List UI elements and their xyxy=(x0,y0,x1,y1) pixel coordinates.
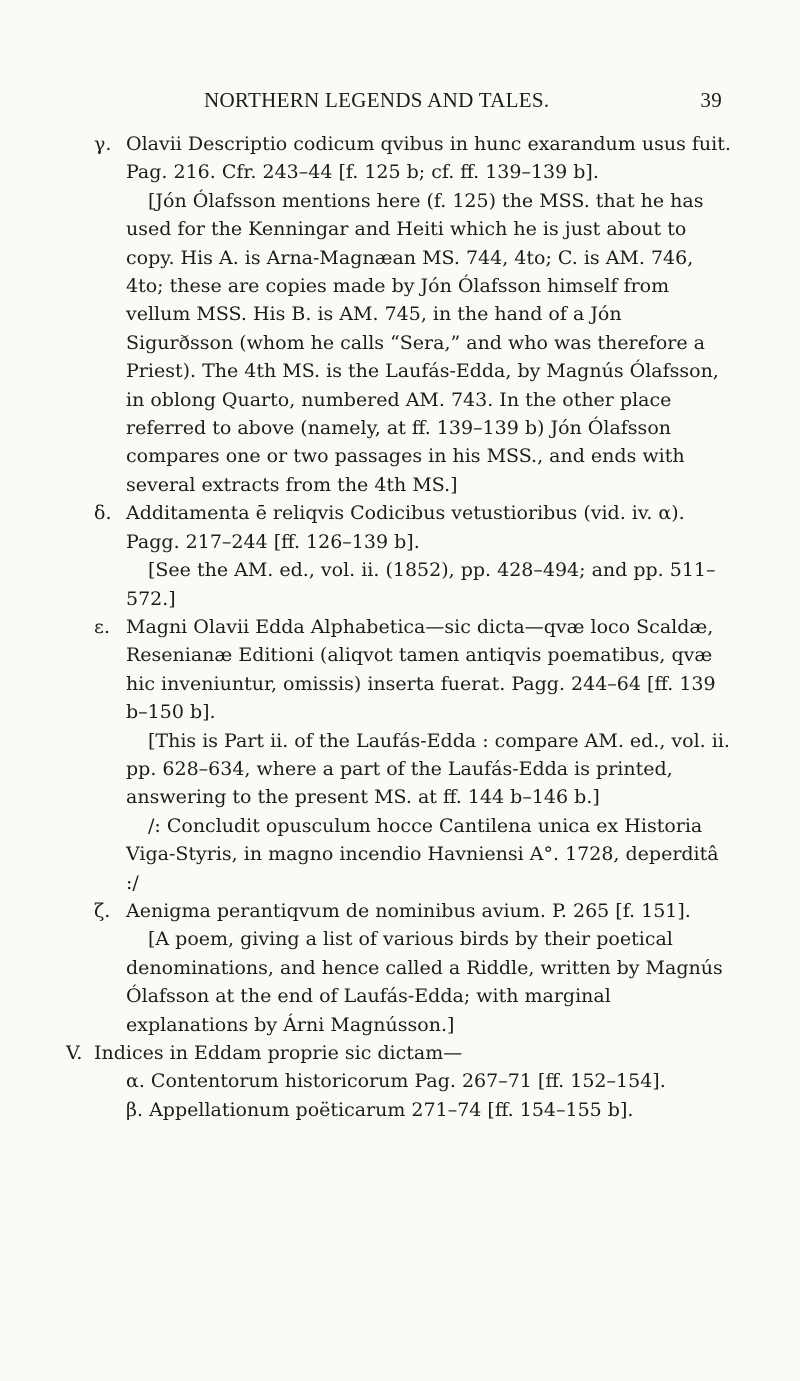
entry-zeta xyxy=(94,897,734,925)
section-v xyxy=(66,1039,734,1067)
entry-marker: γ. xyxy=(94,133,112,155)
index-item-text: Appellationum poëticarum 271–74 [ff. 154–155 b]. xyxy=(149,1098,634,1121)
entry-text: Magni Olavii Edda Alphabetica—sic dicta—qvæ loco Scaldæ, Resenianæ Editioni (aliqvot tamen antiqvis poematibus, qvæ hic inveniuntur, omissis) inserta fuerat. Pagg. 244–64 [ff. 139 b–150 b]. xyxy=(126,615,716,724)
section-text: Indices in Eddam proprie sic dictam— xyxy=(94,1042,463,1064)
note-concludit: /: Concludit opusculum hocce Cantilena unica ex Historia Viga-Styris, in magno incendio Havniensi A°. 1728, deperditâ :/ xyxy=(126,814,719,894)
entry-gamma xyxy=(94,130,734,187)
entry-marker: δ. xyxy=(94,502,112,525)
note-gamma: [Jón Ólafsson mentions here (f. 125) the MSS. that he has used for the Kenningar and Heiti which he is just about to copy. His A. is Arna-Magnæan MS. 744, 4to; C. is AM. 746, 4to; these are copies made by Jón Ólafsson himself from vellum MSS. His B. is AM. 745, in the hand of a Jón Sigurðsson (whom he calls “Sera,” and who was therefore a Priest). The 4th MS. is the Laufás-Edda, by Magnús Ólafsson, in oblong Quarto, numbered AM. 743. In the other place referred to above (namely, at ff. 139–139 b) Jón Ólafsson compares one or two passages in his MSS., and ends with several extracts from the 4th MS.] xyxy=(126,189,719,496)
running-header xyxy=(94,88,722,118)
note-zeta: [A poem, giving a list of various birds by their poetical denominations, and hence called a Riddle, written by Magnús Ólafsson at the end of Laufás-Edda; with marginal explanations by Árni Magnússon.] xyxy=(126,928,723,1036)
index-item-marker: α. xyxy=(126,1070,145,1093)
index-item-beta xyxy=(94,1096,734,1124)
entry-epsilon xyxy=(94,613,734,727)
note-epsilon: [This is Part ii. of the Laufás-Edda : compare AM. ed., vol. ii. pp. 628–634, where a part of the Laufás-Edda is printed, answering to the present MS. at ff. 144 b–146 b.] xyxy=(126,729,730,809)
index-item-text: Contentorum historicorum Pag. 267–71 [ff. 152–154]. xyxy=(150,1070,666,1093)
entry-marker: ζ. xyxy=(94,899,111,922)
index-item-alpha xyxy=(94,1067,734,1095)
entry-delta xyxy=(94,499,734,556)
index-item-marker: β. xyxy=(126,1098,144,1121)
page-number: 39 xyxy=(700,88,722,112)
entry-text: Aenigma perantiqvum de nominibus avium. P. 265 [f. 151]. xyxy=(126,899,691,922)
page-body xyxy=(66,130,734,1124)
section-marker: V. xyxy=(66,1042,83,1064)
entry-text: Olavii Descriptio codicum qvibus in hunc exarandum usus fuit. Pag. 216. Cfr. 243–44 [f. 125 b; cf. ff. 139–139 b]. xyxy=(126,133,731,184)
entry-text: Additamenta ē reliqvis Codicibus vetustioribus (vid. iv. α). Pagg. 217–244 [ff. 126–139 b]. xyxy=(126,502,685,553)
entry-marker: ε. xyxy=(94,615,110,638)
note-delta: [See the AM. ed., vol. ii. (1852), pp. 428–494; and pp. 511–572.] xyxy=(126,559,716,610)
running-title: NORTHERN LEGENDS AND TALES. xyxy=(204,88,550,112)
